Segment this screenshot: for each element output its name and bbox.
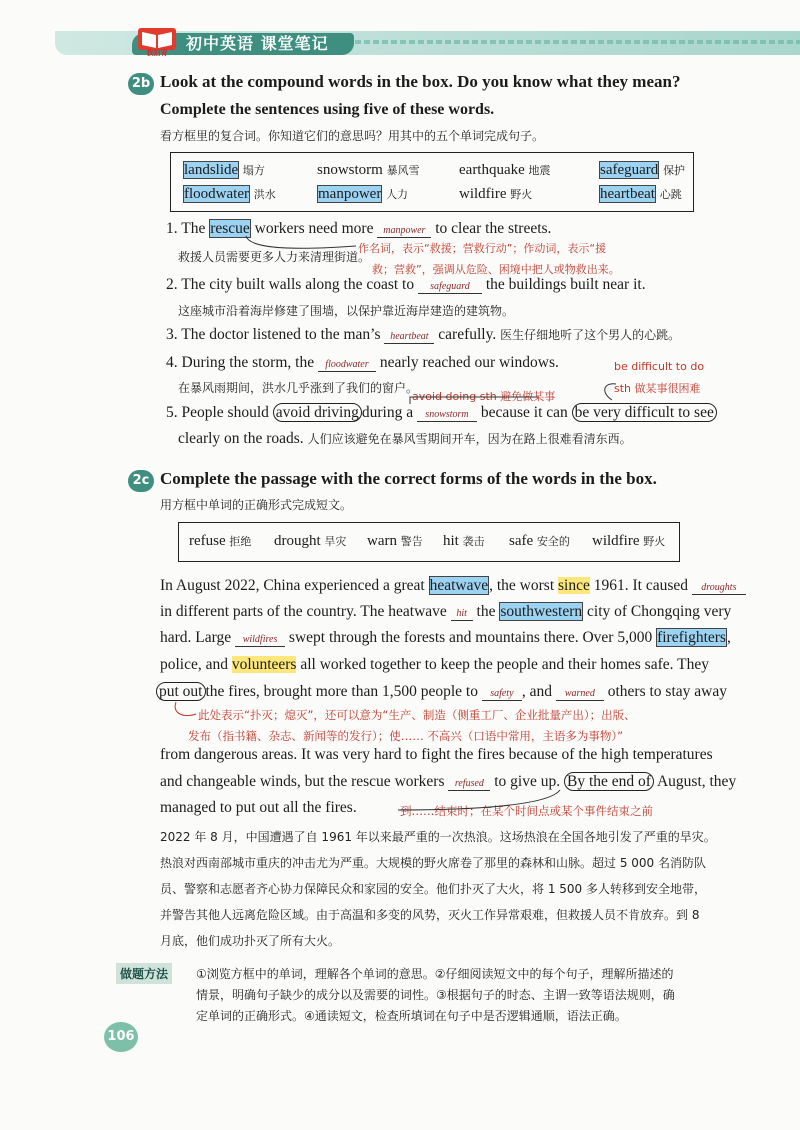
note-putout-1: 此处表示“扑灭；熄灭”，还可以意为“生产、制造（侧重工厂、企业批量产出）；出版、 (198, 708, 636, 722)
sentence-4-cn: 在暴风雨期间，洪水几乎涨到了我们的窗户。 (178, 381, 419, 395)
header-title: 初中英语 课堂笔记 (186, 34, 329, 53)
passage-cn-2: 热浪对西南部城市重庆的冲击尤为严重。大规模的野火席卷了那里的森林和山脉。超过 5 000 名消防队 (160, 856, 706, 870)
word-item: heartbeat 心跳 (600, 186, 682, 202)
note-rescue-2: 救；营救”，强调从危险、困境中把人或物救出来。 (372, 263, 620, 276)
answer-blank: refused (448, 778, 490, 791)
note-putout-2: 发布（指书籍、杂志、新闻等的发行）；使…… 不高兴（口语中常用，主语多为事物）” (188, 729, 624, 743)
answer-blank: safeguard (418, 281, 482, 294)
passage-line-6: from dangerous areas. It was very hard to fight the fires because of the high temperatures (160, 746, 713, 763)
sentence-2-cn: 这座城市沿着海岸修建了围墙，以保护靠近海岸建造的建筑物。 (178, 304, 515, 318)
s2b-cn: 看方框里的复合词。你知道它们的意思吗？用其中的五个单词完成句子。 (160, 129, 545, 143)
passage-line-1: In August 2022, China experienced a great heatwave, the worst since 1961. It caused droughts (160, 577, 746, 595)
passage-line-3: hard. Large wildfires swept through the forests and mountains there. Over 5,000 firefighters, (160, 629, 731, 646)
passage-cn-1: 2022 年 8 月，中国遭遇了自 1961 年以来最严重的一次热浪。这场热浪在全国各地引发了严重的旱灾。 (160, 830, 716, 844)
passage-line-2: in different parts of the country. The heatwave hit the southwestern city of Chongqing very (160, 603, 732, 620)
answer-blank: safety (482, 688, 522, 701)
sentence-3: 3. The doctor listened to the man’s heartbeat carefully. 医生仔细地听了这个男人的心跳。 (166, 326, 681, 343)
word-item: landslide 塌方 (184, 162, 265, 178)
s2c-cn: 用方框中单词的正确形式完成短文。 (160, 498, 353, 512)
passage-line-7: and changeable winds, but the rescue workers refused to give up. By the end of August, they (160, 773, 737, 790)
note-avoid: avoid doing sth 避免做某事 (412, 390, 556, 403)
note-difficult-2: sth 做某事很困难 (614, 382, 701, 395)
word-item: drought 旱灾 (274, 533, 347, 549)
tips-tag: 做题方法 (116, 963, 172, 984)
answer-blank: wildfires (235, 634, 285, 647)
tips-line-3: 定单词的正确形式。④通读短文，检查所填词在句子中是否逻辑通顺，语法正确。 (196, 1009, 627, 1023)
word-item: manpower 人力 (318, 186, 409, 202)
section-badge-2c: 2c (128, 470, 154, 492)
answer-blank: droughts (692, 582, 746, 595)
word-item: earthquake 地震 (459, 162, 551, 178)
answer-blank: hit (451, 608, 473, 621)
passage-cn-3: 员、警察和志愿者齐心协力保障民众和家园的安全。他们扑灭了大火，将 1 500 多人转移到安全地带， (160, 882, 706, 896)
word-item: wildfire 野火 (459, 186, 533, 202)
tips-line-2: 情景，明确句子缺少的成分以及需要的词性。③根据句子的时态、主谓一致等语法规则，确 (196, 988, 675, 1002)
word-item: safe 安全的 (509, 533, 570, 549)
word-item: wildfire 野火 (592, 533, 666, 549)
passage-line-8: managed to put out all the fires. (160, 799, 357, 816)
word-item: refuse 拒绝 (189, 533, 252, 549)
word-item: floodwater 洪水 (184, 186, 276, 202)
sentence-5: 5. People should avoid driving during a snowstorm because it can be very difficult to see (166, 404, 717, 422)
word-item: hit 袭击 (443, 533, 485, 549)
note-rescue-1: 作名词，表示“救援；营救行动”；作动词，表示“援 (358, 242, 607, 255)
answer-blank: heartbeat (384, 331, 434, 344)
note-difficult-1: be difficult to do (614, 360, 705, 373)
passage-cn-5: 月底，他们成功扑灭了所有大火。 (160, 934, 341, 948)
sentence-1: 1. The rescue workers need more manpower to clear the streets. (166, 220, 552, 237)
passage-line-4: police, and volunteers all worked together to keep the people and their homes safe. They (160, 656, 709, 673)
page-number: 106 (104, 1022, 138, 1052)
section-badge-2b: 2b (128, 73, 154, 95)
passage-cn-4: 并警告其他人远离危险区域。由于高温和多变的风势，灭火工作异常艰难，但救援人员不肯放弃。到 8 (160, 908, 700, 922)
sentence-4: 4. During the storm, the floodwater nearly reached our windows. (166, 354, 559, 371)
s2c-title: Complete the passage with the correct forms of the words in the box. (160, 469, 657, 488)
answer-blank: floodwater (318, 359, 376, 372)
sentence-5-line2: clearly on the roads. 人们应该避免在暴风雪期间开车，因为在路上很难看清东西。 (178, 430, 632, 447)
s2b-subtitle: Complete the sentences using five of these words. (160, 101, 495, 118)
sentence-1-cn: 救援人员需要更多人力来清理街道。 (178, 250, 371, 264)
answer-blank: warned (556, 688, 604, 701)
note-by-the-end: 到……结束时；在某个时间点或某个事件结束之前 (400, 804, 653, 818)
logo-text: 我拍背 (146, 49, 168, 57)
word-item: safeguard 保护 (600, 162, 686, 178)
sentence-2: 2. The city built walls along the coast to safeguard the buildings built near it. (166, 276, 646, 293)
tips-line-1: ①浏览方框中的单词，理解各个单词的意思。②仔细阅读短文中的每个句子，理解所描述的 (196, 967, 674, 981)
word-item: snowstorm 暴风雪 (317, 162, 420, 178)
passage-line-5: put out the fires, brought more than 1,500 people to safety , and warned others to stay away (156, 683, 727, 701)
answer-blank: snowstorm (417, 409, 477, 422)
answer-blank: manpower (377, 225, 431, 238)
s2b-title: Look at the compound words in the box. Do you know what they mean? (160, 72, 681, 91)
word-item: warn 警告 (367, 533, 423, 549)
